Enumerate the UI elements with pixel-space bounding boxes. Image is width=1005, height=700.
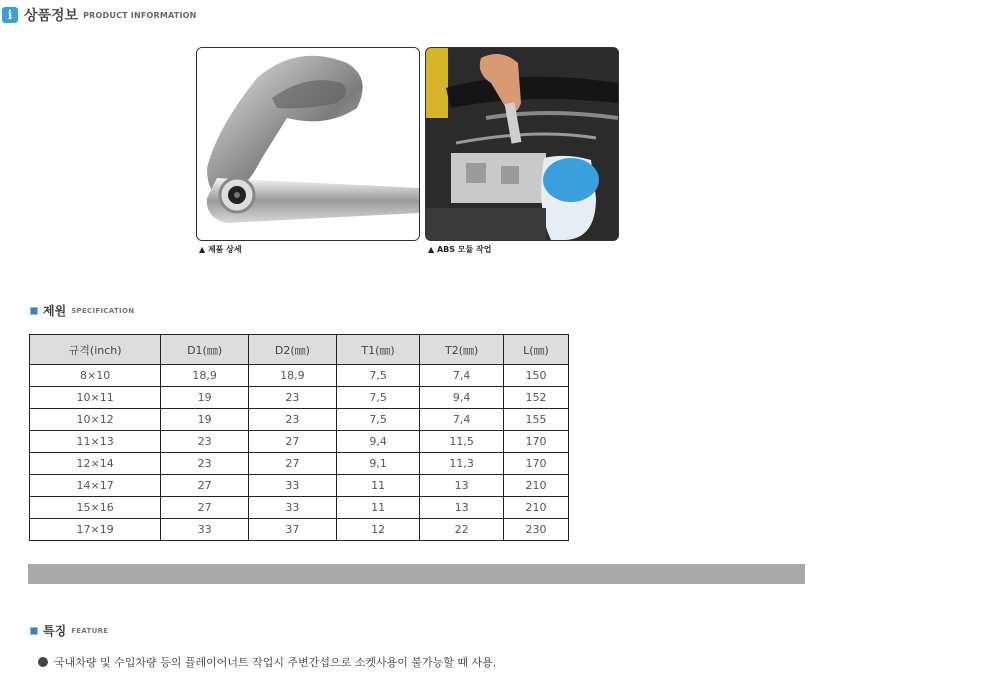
table-cell: 7,5 xyxy=(336,409,420,431)
feature-section-header xyxy=(30,622,108,639)
table-cell: 12×14 xyxy=(30,453,161,475)
table-cell: 9,4 xyxy=(336,431,420,453)
table-cell: 210 xyxy=(503,497,568,519)
table-cell: 14×17 xyxy=(30,475,161,497)
abs-module-work-image xyxy=(425,47,619,241)
table-cell: 11,5 xyxy=(420,431,504,453)
section-bullet-icon xyxy=(30,307,38,315)
section-bullet-icon xyxy=(30,627,38,635)
table-cell: 170 xyxy=(503,431,568,453)
info-icon: i xyxy=(2,7,18,23)
table-cell: 22 xyxy=(420,519,504,541)
table-cell: 13 xyxy=(420,497,504,519)
table-cell: 18,9 xyxy=(161,365,249,387)
table-row xyxy=(30,453,569,475)
table-cell: 7,4 xyxy=(420,365,504,387)
product-info-header xyxy=(0,4,197,26)
spec-header-row xyxy=(30,335,569,365)
column-header: D1(㎜) xyxy=(161,335,249,365)
table-cell: 10×12 xyxy=(30,409,161,431)
table-cell: 13 xyxy=(420,475,504,497)
table-cell: 23 xyxy=(249,387,337,409)
spec-table xyxy=(29,334,569,541)
table-cell: 18,9 xyxy=(249,365,337,387)
table-cell: 7,4 xyxy=(420,409,504,431)
table-cell: 12 xyxy=(336,519,420,541)
table-cell: 170 xyxy=(503,453,568,475)
spec-section-header xyxy=(30,302,134,319)
table-cell: 19 xyxy=(161,409,249,431)
table-cell: 230 xyxy=(503,519,568,541)
column-header: D2(㎜) xyxy=(249,335,337,365)
table-row xyxy=(30,497,569,519)
table-cell: 27 xyxy=(161,475,249,497)
table-cell: 11,3 xyxy=(420,453,504,475)
table-cell: 23 xyxy=(161,431,249,453)
page-subtitle: PRODUCT INFORMATION xyxy=(83,10,197,20)
table-cell: 23 xyxy=(161,453,249,475)
product-detail-image xyxy=(196,47,420,241)
table-cell: 7,5 xyxy=(336,365,420,387)
photo-caption-detail: ▲ 제품 상세 xyxy=(199,245,242,254)
table-cell: 33 xyxy=(161,519,249,541)
column-header: 규격(inch) xyxy=(30,335,161,365)
feature-subtitle: FEATURE xyxy=(71,626,109,635)
table-row xyxy=(30,431,569,453)
column-header: T1(㎜) xyxy=(336,335,420,365)
table-cell: 27 xyxy=(249,453,337,475)
table-cell: 150 xyxy=(503,365,568,387)
spec-subtitle: SPECIFICATION xyxy=(71,306,135,315)
table-cell: 210 xyxy=(503,475,568,497)
table-row xyxy=(30,387,569,409)
table-cell: 10×11 xyxy=(30,387,161,409)
feature-text: 국내차량 및 수입차량 등의 플레이어너트 작업시 주변간섭으로 소켓사용이 불가능할 때 사용. xyxy=(54,656,497,669)
table-cell: 7,5 xyxy=(336,387,420,409)
table-cell: 11×13 xyxy=(30,431,161,453)
table-cell: 37 xyxy=(249,519,337,541)
feature-item xyxy=(38,654,496,670)
table-cell: 33 xyxy=(249,475,337,497)
column-header: L(㎜) xyxy=(503,335,568,365)
table-cell: 19 xyxy=(161,387,249,409)
feature-title: 특징 xyxy=(43,624,67,638)
page-title: 상품정보 xyxy=(24,8,79,24)
photo-caption-abs: ▲ ABS 모듈 작업 xyxy=(428,245,492,254)
divider-bar xyxy=(28,564,805,584)
table-cell: 11 xyxy=(336,497,420,519)
table-cell: 33 xyxy=(249,497,337,519)
table-row xyxy=(30,475,569,497)
table-cell: 9,4 xyxy=(420,387,504,409)
table-row xyxy=(30,409,569,431)
table-cell: 9,1 xyxy=(336,453,420,475)
table-cell: 27 xyxy=(161,497,249,519)
table-cell: 15×16 xyxy=(30,497,161,519)
column-header: T2(㎜) xyxy=(420,335,504,365)
table-cell: 27 xyxy=(249,431,337,453)
table-cell: 17×19 xyxy=(30,519,161,541)
table-cell: 155 xyxy=(503,409,568,431)
spec-title: 제원 xyxy=(43,304,67,318)
table-row xyxy=(30,365,569,387)
table-cell: 8×10 xyxy=(30,365,161,387)
table-cell: 152 xyxy=(503,387,568,409)
table-cell: 23 xyxy=(249,409,337,431)
table-cell: 11 xyxy=(336,475,420,497)
bullet-icon xyxy=(38,657,48,667)
table-row xyxy=(30,519,569,541)
